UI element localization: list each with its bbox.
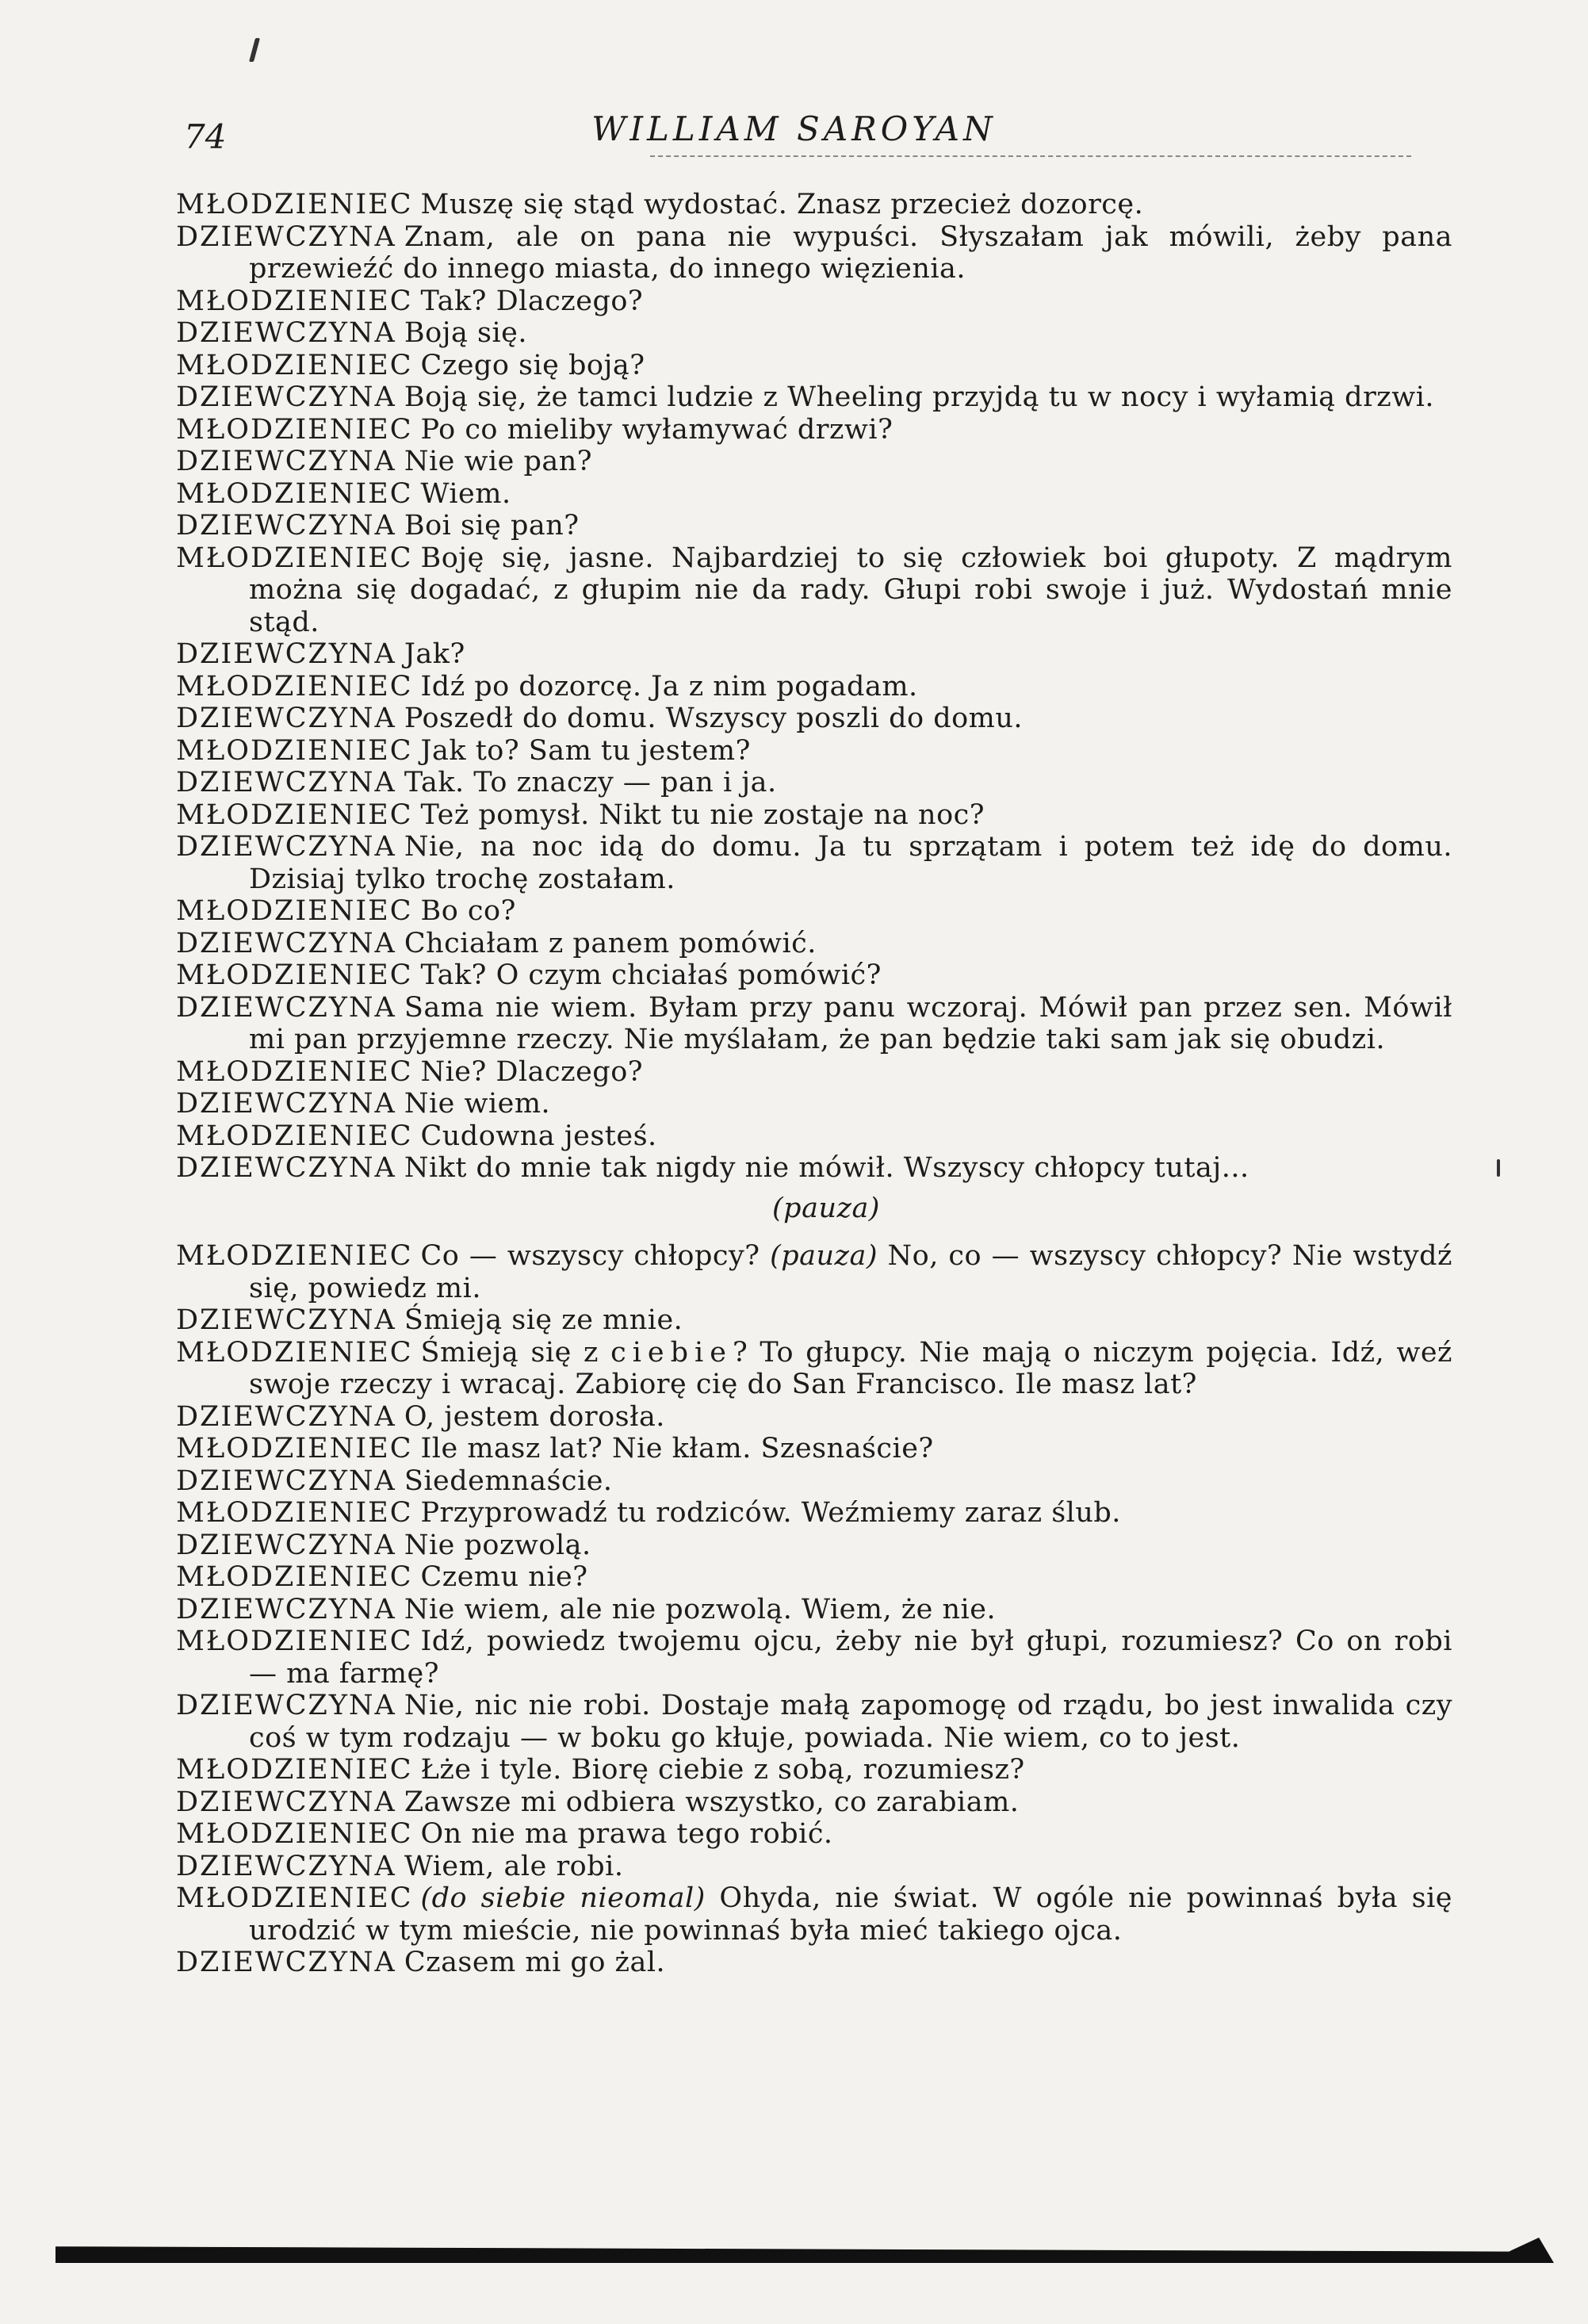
speaker-name: MŁODZIENIEC (176, 413, 413, 446)
speaker-name: DZIEWCZYNA (176, 1400, 396, 1433)
speaker-name: DZIEWCZYNA (176, 927, 396, 959)
speech: Wiem. (420, 477, 511, 510)
dialogue-line (176, 221, 1452, 285)
speech: On nie ma prawa tego robić. (420, 1818, 833, 1850)
speaker-name: DZIEWCZYNA (176, 703, 396, 734)
dialogue-line (176, 446, 1452, 478)
speech: Poszedł do domu. Wszyscy poszli do domu. (404, 703, 1024, 734)
speech: Nie wiem. (404, 1088, 551, 1120)
speech: Muszę się stąd wydostać. Znasz przecież dozorcę. (420, 189, 1144, 220)
speaker-name: DZIEWCZYNA (176, 831, 396, 863)
inline-stage-direction: (do siebie nieomal) (420, 1882, 706, 1914)
speaker-name: DZIEWCZYNA (176, 1152, 396, 1184)
dialogue-line (176, 1882, 1452, 1947)
dialogue-line (176, 1120, 1452, 1153)
speaker-name: MŁODZIENIEC (176, 1055, 413, 1088)
speech: O, jestem dorosła. (404, 1400, 665, 1433)
speaker-name: MŁODZIENIEC (176, 1497, 413, 1529)
speech: Nie wiem, ale nie pozwolą. Wiem, że nie. (404, 1593, 997, 1625)
speech: Chciałam z panem pomówić. (404, 927, 817, 959)
page-number: 74 (184, 117, 227, 156)
dialogue-line (176, 510, 1452, 542)
speech: Nie, nic nie robi. Dostaje małą zapomogę od rządu, bo jest inwalida czy coś w tym rodzaju — w boku go kłuje, powiada. Nie wiem, co to jest. (249, 1690, 1452, 1754)
speech: ? To głupcy. Nie mają o niczym pojęcia. Idź, weź swoje rzeczy i wracaj. Zabiorę cię do San Francisco. Ile masz lat? (249, 1336, 1452, 1400)
speech: Nie? Dlaczego? (420, 1055, 644, 1088)
speech: Boi się pan? (404, 510, 580, 542)
speaker-name: DZIEWCZYNA (176, 991, 396, 1024)
speech: Znam, ale on pana nie wypuści. Słyszałam jak mówili, żeby pana przewieźć do innego miasta, do innego więzienia. (249, 220, 1452, 285)
speaker-name: MŁODZIENIEC (176, 189, 413, 220)
speech: Po co mieliby wyłamywać drzwi? (420, 413, 893, 446)
speaker-name: MŁODZIENIEC (176, 734, 413, 767)
speech: Też pomysł. Nikt tu nie zostaje na noc? (420, 798, 985, 831)
speaker-name: DZIEWCZYNA (176, 1088, 396, 1120)
speech: Przyprowadź tu rodziców. Weźmiemy zaraz ślub. (420, 1497, 1121, 1529)
inline-stage-direction: (pauza) (770, 1240, 878, 1272)
dialogue-line (176, 414, 1452, 446)
speaker-name: MŁODZIENIEC (176, 1754, 413, 1786)
speech: Boją się. (404, 317, 527, 349)
dialogue-line (176, 671, 1452, 703)
speech: Boją się, że tamci ludzie z Wheeling przyjdą tu w nocy i wyłamią drzwi. (404, 381, 1435, 413)
speaker-name: MŁODZIENIEC (176, 1120, 413, 1152)
dialogue-line (176, 1625, 1452, 1690)
speech: Ile masz lat? Nie kłam. Szesnaście? (420, 1433, 934, 1464)
speaker-name: MŁODZIENIEC (176, 285, 413, 317)
speech: Śmieją się z (420, 1336, 611, 1369)
scan-edge-bar (55, 2238, 1554, 2263)
speech: Boję się, jasne. Najbardziej to się człowiek boi głupoty. Z mądrym można się dogadać, z głupim nie da rady. Głupi robi swoje i już. Wydostań mnie stąd. (249, 542, 1452, 638)
speaker-name: MŁODZIENIEC (176, 670, 413, 703)
dialogue-line (176, 1561, 1452, 1594)
dialogue-line (176, 928, 1452, 960)
speech: Idź, powiedz twojemu ojcu, żeby nie był głupi, rozumiesz? Co on robi — ma farmę? (249, 1625, 1452, 1690)
speaker-name: DZIEWCZYNA (176, 1593, 396, 1625)
dialogue-line (176, 189, 1452, 221)
emphasized-word: ciebie (610, 1336, 733, 1369)
speech: Śmieją się ze mnie. (404, 1304, 683, 1336)
speaker-name: DZIEWCZYNA (176, 1850, 396, 1882)
speech: Co — wszyscy chłopcy? (420, 1240, 771, 1272)
dialogue-line (176, 1594, 1452, 1626)
speech: Nie wie pan? (404, 446, 593, 477)
dialogue-line (176, 1337, 1452, 1401)
speech: Czasem mi go żal. (404, 1947, 666, 1978)
dialogue-line (176, 831, 1452, 895)
speaker-name: MŁODZIENIEC (176, 1336, 413, 1369)
dialogue-line (176, 285, 1452, 318)
dialogue-line (176, 895, 1452, 928)
speech: Nikt do mnie tak nigdy nie mówił. Wszyscy chłopcy tutaj... (404, 1152, 1249, 1184)
speaker-name: MŁODZIENIEC (176, 895, 413, 927)
speech: Nie, na noc idą do domu. Ja tu sprzątam i potem też idę do domu. Dzisiaj tylko trochę zostałam. (249, 831, 1452, 895)
stage-direction-pause: (pauza) (772, 1192, 880, 1224)
dialogue-line (176, 1851, 1452, 1883)
dialogue-line (176, 703, 1452, 735)
dialogue-line (176, 1754, 1452, 1786)
speech: Tak? O czym chciałaś pomówić? (420, 959, 882, 991)
speaker-name: DZIEWCZYNA (176, 1947, 396, 1978)
dialogue-line (176, 1465, 1452, 1498)
dialogue-line (176, 1401, 1452, 1434)
speaker-name: DZIEWCZYNA (176, 1786, 396, 1818)
speaker-name: DZIEWCZYNA (176, 220, 396, 253)
dialogue-line (176, 1947, 1452, 1979)
dialogue-line (176, 1818, 1452, 1851)
dialogue-line (176, 1304, 1452, 1337)
speaker-name: MŁODZIENIEC (176, 477, 413, 510)
speaker-name: MŁODZIENIEC (176, 349, 413, 381)
speaker-name: DZIEWCZYNA (176, 446, 396, 477)
speaker-name: DZIEWCZYNA (176, 638, 396, 670)
dialogue-line (176, 638, 1452, 671)
dialogue-line (176, 1240, 1452, 1304)
dialogue-line (176, 478, 1452, 511)
dialogue-line (176, 799, 1452, 832)
dialogue-line (176, 735, 1452, 768)
speaker-name: DZIEWCZYNA (176, 1690, 396, 1721)
speech: Tak? Dlaczego? (420, 285, 644, 317)
speech: No, co — wszyscy chłopcy? Nie wstydź się, powiedz mi. (249, 1240, 1452, 1304)
dialogue-line (176, 1786, 1452, 1819)
speaker-name: DZIEWCZYNA (176, 510, 396, 542)
speaker-name: MŁODZIENIEC (176, 1882, 413, 1914)
speech: Czemu nie? (420, 1561, 588, 1593)
speech: Tak. To znaczy — pan i ja. (404, 767, 777, 798)
speech: Idź po dozorcę. Ja z nim pogadam. (420, 670, 918, 703)
dialogue-line (176, 1497, 1452, 1530)
speaker-name: MŁODZIENIEC (176, 959, 413, 991)
speech: Bo co? (420, 895, 516, 927)
speech: Ohyda, nie świat. W ogóle nie powinnaś była się urodzić w tym mieście, nie powinnaś była mieć takiego ojca. (249, 1882, 1452, 1947)
speech: Siedemnaście. (404, 1464, 613, 1497)
speaker-name: MŁODZIENIEC (176, 1625, 413, 1657)
speaker-name: MŁODZIENIEC (176, 542, 413, 574)
dialogue-line (176, 1433, 1452, 1465)
speech: Zawsze mi odbiera wszystko, co zarabiam. (404, 1786, 1020, 1818)
dialogue-line (176, 381, 1452, 414)
speech: Jak to? Sam tu jestem? (420, 734, 751, 767)
dialogue-line (176, 992, 1452, 1056)
speech: Jak? (404, 638, 465, 670)
dialogue-line (176, 317, 1452, 350)
speaker-name: DZIEWCZYNA (176, 317, 396, 349)
speaker-name: DZIEWCZYNA (176, 1304, 396, 1336)
dialogue-line (176, 350, 1452, 382)
speaker-name: DZIEWCZYNA (176, 1464, 396, 1497)
dialogue-line (176, 1152, 1452, 1185)
dialogue-line (176, 1088, 1452, 1120)
speaker-name: DZIEWCZYNA (176, 1529, 396, 1561)
speaker-name: MŁODZIENIEC (176, 1818, 413, 1850)
dialogue-line (176, 542, 1452, 639)
speech: Sama nie wiem. Byłam przy panu wczoraj. Mówił pan przez sen. Mówił mi pan przyjemne rzeczy. Nie myślałam, że pan będzie taki sam jak się obudzi. (249, 991, 1452, 1055)
scan-mark (249, 38, 260, 62)
speaker-name: MŁODZIENIEC (176, 1561, 413, 1593)
dialogue-line (176, 1530, 1452, 1562)
header-rule (650, 155, 1411, 157)
scan-mark (1497, 1159, 1500, 1177)
speech: Czego się boją? (420, 349, 645, 381)
speaker-name: DZIEWCZYNA (176, 381, 396, 413)
speech: Nie pozwolą. (404, 1529, 591, 1561)
dialogue-line (176, 1056, 1452, 1089)
speaker-name: MŁODZIENIEC (176, 1433, 413, 1464)
speaker-name: MŁODZIENIEC (176, 798, 413, 831)
speech: Łże i tyle. Biorę ciebie z sobą, rozumiesz? (420, 1754, 1025, 1786)
running-title: WILLIAM SAROYAN (591, 109, 997, 148)
dialogue-line (176, 1690, 1452, 1754)
speech: Wiem, ale robi. (404, 1850, 624, 1882)
speaker-name: DZIEWCZYNA (176, 767, 396, 798)
dialogue-line (176, 959, 1452, 992)
speech: Cudowna jesteś. (420, 1120, 657, 1152)
dialogue-line (176, 767, 1452, 799)
dialogue-text (176, 189, 1452, 1979)
speaker-name: MŁODZIENIEC (176, 1240, 413, 1272)
